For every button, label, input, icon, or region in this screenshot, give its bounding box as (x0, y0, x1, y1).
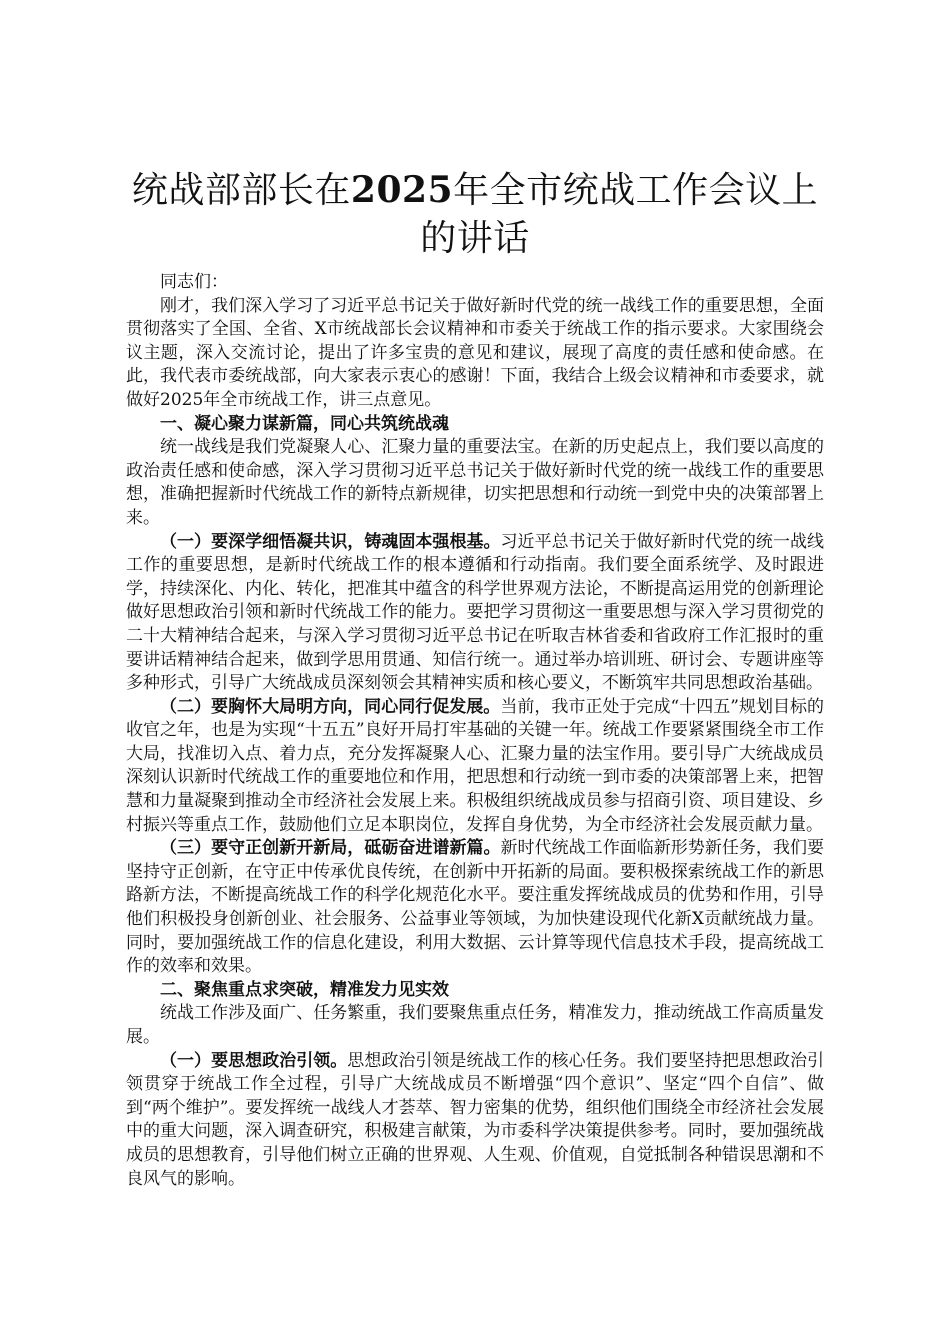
document-title (126, 166, 824, 263)
section-2-item-1 (126, 1050, 824, 1192)
section-1-lead: 统一战线是我们党凝聚人心、汇聚力量的重要法宝。在新的历史起点上，我们要以高度的政治责任感和使命感，深入学习贯彻习近平总书记关于做好新时代党的统一战线工作的重要思想，准确把握新时代统战工作的新特点新规律，切实把思想和行动统一到党中央的决策部署上来。 (126, 437, 824, 528)
document-body (126, 271, 824, 1191)
item-text: 习近平总书记关于做好新时代党的统一战线工作的重要思想，是新时代统战工作的根本遵循和行动指南。我们要全面系统学、及时跟进学，持续深化、内化、转化，把准其中蕴含的科学世界观方法论，不断提高运用党的创新理论做好思想政治引领和新时代统战工作的能力。要把学习贯彻这一重要思想与深入学习贯彻党的二十大精神结合起来，与深入学习贯彻习近平总书记在听取吉林省委和省政府工作汇报时的重要讲话精神结合起来，做到学思用贯通、知信行统一。通过举办培训班、研讨会、专题讲座等多种形式，引导广大统战成员深刻领会其精神实质和核心要义，不断筑牢共同思想政治基础。 (126, 531, 825, 694)
section-1-heading: 一、凝心聚力谋新篇，同心共筑统战魂 (160, 413, 449, 434)
item-label: （二）要胸怀大局明方向，同心同行促发展。 (160, 696, 501, 717)
item-text: 当前，我市正处于完成“十四五”规划目标的收官之年，也是为实现“十五五”良好开局打牢基础的关键一年。统战工作要紧紧围绕全市工作大局，找准切入点、着力点，充分发挥凝聚人心、汇聚力量的法宝作用。要引导广大统战成员深刻认识新时代统战工作的重要地位和作用，把思想和行动统一到市委的决策部署上来，把智慧和力量凝聚到推动全市经济社会发展上来。积极组织统战成员参与招商引资、项目建设、乡村振兴等重点工作，鼓励他们立足本职岗位，发挥自身优势，为全市经济社会发展贡献力量。 (126, 696, 824, 835)
greeting: 同志们： (160, 272, 228, 292)
intro-paragraph: 刚才，我们深入学习了习近平总书记关于做好新时代党的统一战线工作的重要思想，全面贯彻落实了全国、全省、X市统战部长会议精神和市委关于统战工作的指示要求。大家围绕会议主题，深入交流讨论，提出了许多宝贵的意见和建议，展现了高度的责任感和使命感。在此，我代表市委统战部，向大家表示衷心的感谢！下面，我结合上级会议精神和市委要求，就做好2025年全市统战工作，讲三点意见。 (126, 295, 824, 410)
section-2-lead: 统战工作涉及面广、任务繁重，我们要聚焦重点任务，精准发力，推动统战工作高质量发展。 (126, 1003, 824, 1047)
section-1-item-1 (126, 531, 824, 696)
item-label: （三）要守正创新开新局，砥砺奋进谱新篇。 (160, 838, 501, 859)
document-page (126, 166, 824, 1191)
item-label: （一）要思想政治引领。 (160, 1050, 348, 1071)
title-year: 2025 (350, 169, 454, 211)
item-text: 新时代统战工作面临新形势新任务，我们要坚持守正创新，在守正中传承优良传统，在创新中开拓新的局面。要积极探索统战工作的新思路新方法，不断提高统战工作的科学化规范化水平。要注重发挥统战成员的优势和作用，引导他们积极投身创新创业、社会服务、公益事业等领域，为加快建设现代化新X贡献统战力量。同时，要加强统战工作的信息化建设，利用大数据、云计算等现代信息技术手段，提高统战工作的效率和效果。 (126, 838, 825, 977)
section-1-item-2 (126, 696, 824, 838)
title-part1: 统战部部长在 (131, 170, 351, 211)
section-1-item-3 (126, 837, 824, 979)
section-2-heading: 二、聚焦重点求突破，精准发力见实效 (160, 979, 449, 1000)
title-part2: 年全市统战工作会议上的讲话 (420, 170, 819, 259)
item-label: （一）要深学细悟凝共识，铸魂固本强根基。 (160, 531, 501, 552)
item-text: 思想政治引领是统战工作的核心任务。我们要坚持把思想政治引领贯穿于统战工作全过程，引导广大统战成员不断增强“四个意识”、坚定“四个自信”、做到“两个维护”。要发挥统一战线人才荟萃、智力密集的优势，组织他们围绕全市经济社会发展中的重大问题，深入调查研究，积极建言献策，为市委科学决策提供参考。同时，要加强统战成员的思想教育，引导他们树立正确的世界观、人生观、价值观，自觉抵制各种错误思潮和不良风气的影响。 (126, 1050, 825, 1189)
